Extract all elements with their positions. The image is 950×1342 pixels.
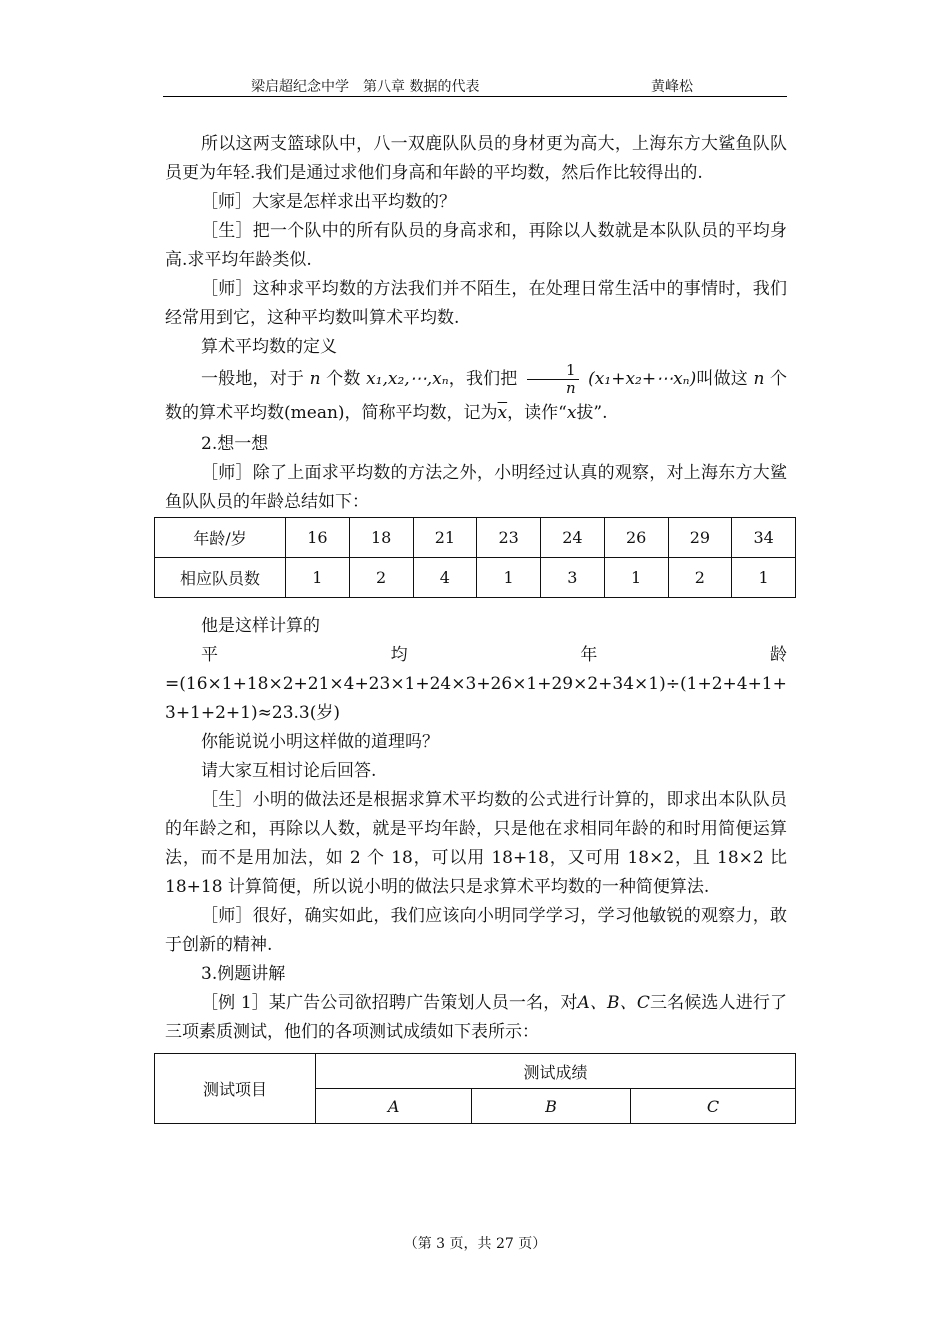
- paragraph-teacher-praise: ［师］很好，确实如此，我们应该向小明同学学习，学习他敏锐的观察力，敢于创新的精神.: [165, 906, 787, 955]
- definition-text: 一般地，对于 n 个数 x₁,x₂,⋯,xₙ，我们把 $\frac{1}{n}$ (x₁+x₂+⋯xₙ)叫做这 n 个数的算术平均数(mean)，简称平均数，记为$\overline{x}$，读作“x拔”.: [165, 361, 788, 423]
- table-row: [155, 518, 796, 558]
- age-cell: 18: [349, 518, 413, 558]
- count-cell: 2: [668, 558, 732, 598]
- count-cell: 4: [413, 558, 477, 598]
- age-cell: 21: [413, 518, 477, 558]
- sum-expression: (x₁+x₂+⋯xₙ): [588, 369, 697, 389]
- test-score-header: 测试成绩: [316, 1054, 796, 1089]
- count-cell: 1: [286, 558, 350, 598]
- header-school-chapter: 梁启超纪念中学 第八章 数据的代表: [251, 79, 480, 95]
- count-cell: 3: [541, 558, 605, 598]
- age-table: [154, 517, 796, 598]
- paragraph-discuss: 请大家互相讨论后回答.: [201, 761, 377, 781]
- age-cell: 23: [477, 518, 541, 558]
- age-cell: 16: [286, 518, 350, 558]
- fraction-one-over-n: $\frac{1}{n}$: [527, 362, 579, 397]
- age-cell: 34: [732, 518, 796, 558]
- paragraph-teacher-explain: ［师］这种求平均数的方法我们并不陌生，在处理日常生活中的事情时，我们经常用到它，这种平均数叫算术平均数.: [165, 279, 787, 328]
- paragraph-question: 你能说说小明这样做的道理吗？: [201, 732, 439, 752]
- score-table: [154, 1053, 796, 1124]
- age-header-cell: 年龄/岁: [155, 518, 286, 558]
- candidate-a-header: A: [316, 1089, 472, 1124]
- header-author: 黄峰松: [651, 79, 693, 95]
- paragraph-example-1: ［例 1］某广告公司欲招聘广告策划人员一名，对A、B、C三名候选人进行了三项素质测试，他们的各项测试成绩如下表所示：: [165, 993, 787, 1042]
- calculation-formula: =(16×1+18×2+21×4+23×1+24×3+26×1+29×2+34×1)÷(1+2+4+1+3+1+2+1)≈23.3(岁): [165, 674, 787, 723]
- count-cell: 1: [477, 558, 541, 598]
- section-heading-think: 2.想一想: [201, 434, 269, 454]
- definition-heading: 算术平均数的定义: [201, 337, 337, 357]
- table-row: [155, 1054, 796, 1089]
- age-cell: 29: [668, 518, 732, 558]
- candidate-b-header: B: [472, 1089, 631, 1124]
- paragraph-conclusion: 所以这两支篮球队中，八一双鹿队队员的身材更为高大，上海东方大鲨鱼队队员更为年轻.我们是通过求他们身高和年龄的平均数，然后作比较得出的.: [165, 134, 787, 183]
- section-heading-examples: 3.例题讲解: [201, 964, 286, 984]
- paragraph-teacher-question: ［师］大家是怎样求出平均数的？: [201, 192, 456, 212]
- count-header-cell: 相应队员数: [155, 558, 286, 598]
- page-content: [165, 130, 787, 1124]
- page-header: [163, 76, 787, 97]
- age-cell: 24: [541, 518, 605, 558]
- paragraph-student-reason: ［生］小明的做法还是根据求算术平均数的公式进行计算的，即求出本队队员的年龄之和，再除以人数，就是平均年龄，只是他在求相同年龄的和时用简便运算法，而不是用加法，如 2 个 18，可以用 18+18，又可用 18×2，且 18×2 比 18+18 计算简便，所以说小明的做法只是求算术平均数的一种简便算法.: [165, 790, 787, 897]
- average-age-label: 平 均 年 龄: [201, 645, 787, 665]
- test-item-header: 测试项目: [155, 1054, 316, 1124]
- x-bar-symbol: $\overline{x}$: [497, 403, 508, 423]
- page-footer: （第 3 页，共 27 页）: [403, 1236, 547, 1252]
- paragraph-calc-intro: 他是这样计算的: [201, 616, 320, 636]
- count-cell: 2: [349, 558, 413, 598]
- variables-list: x₁,x₂,⋯,xₙ: [366, 369, 449, 389]
- age-cell: 26: [604, 518, 668, 558]
- count-cell: 1: [732, 558, 796, 598]
- table-row: [155, 558, 796, 598]
- candidate-c-header: C: [630, 1089, 795, 1124]
- paragraph-student-answer: ［生］把一个队中的所有队员的身高求和，再除以人数就是本队队员的平均身高.求平均年龄类似.: [165, 221, 787, 270]
- paragraph-xiaoming-intro: ［师］除了上面求平均数的方法之外，小明经过认真的观察，对上海东方大鲨鱼队队员的年龄总结如下：: [165, 463, 787, 512]
- count-cell: 1: [604, 558, 668, 598]
